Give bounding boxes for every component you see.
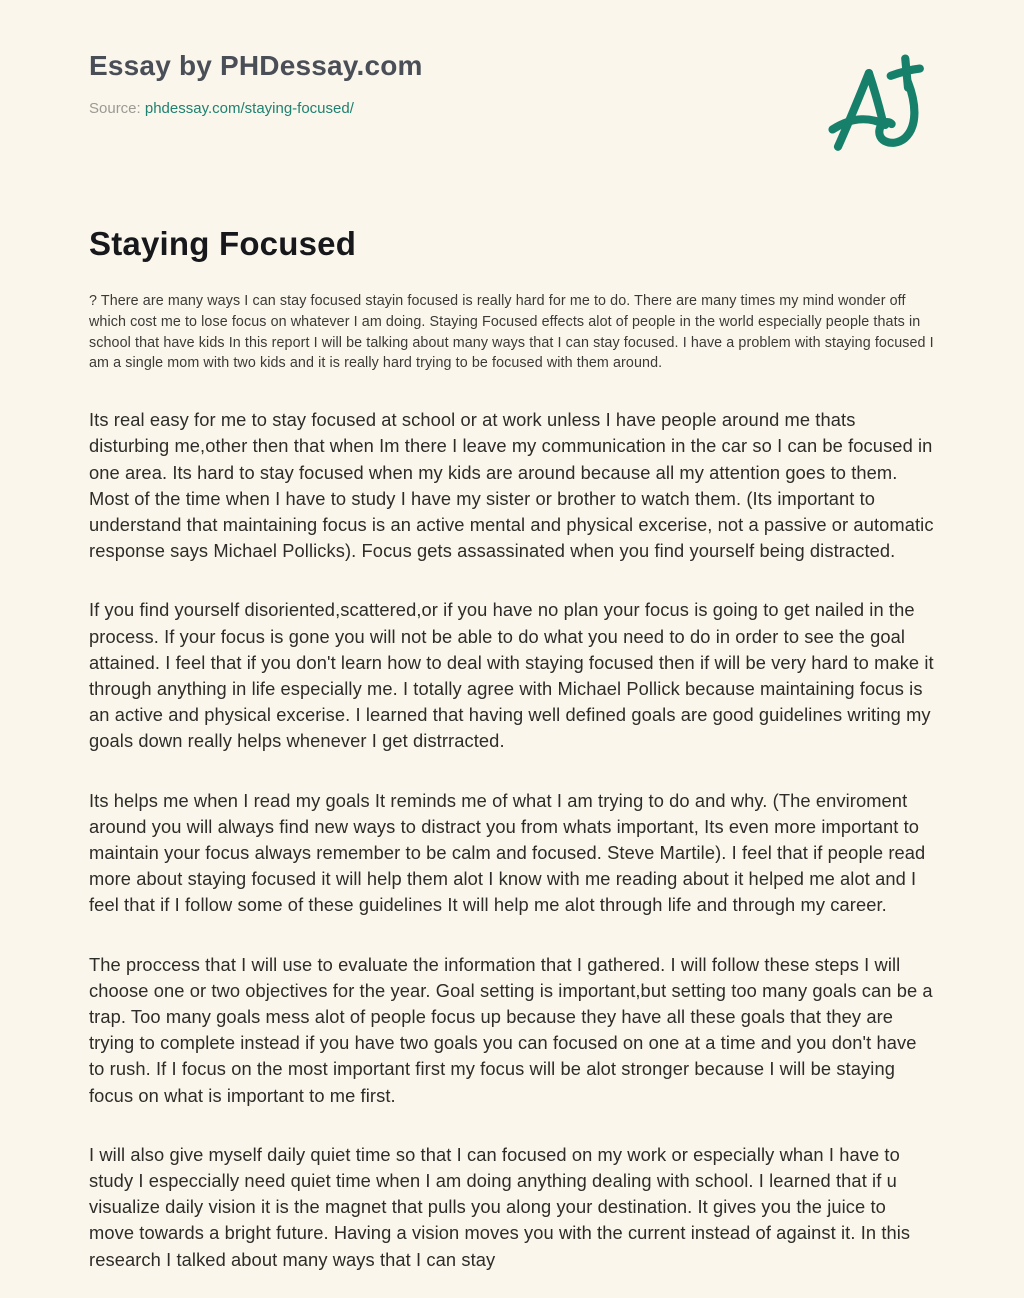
essay-intro-paragraph: ? There are many ways I can stay focused stayin focused is really hard for me to do. There are many times my mind wonder off which cost me to lose focus on whatever I am doing. Staying Focused effects alot of people in the world especially people thats in school that have kids In this report I will be talking about many ways that I can stay focused. I have a problem with staying focused I am a single mom with two kids and it is really hard trying to be focused with them around. [89, 293, 934, 372]
essay-paragraph: I will also give myself daily quiet time so that I can focused on my work or especially whan I have to study I especcially need quiet time when I am doing anything dealing with school. I learned that if u visualize daily vision it is the magnet that pulls you along your destination. It gives you the juice to move towards a bright future. Having a vision moves you with the current instead of against it. In this research I talked about many ways that I can stay [89, 1143, 911, 1270]
page-header [89, 44, 936, 165]
essay-paragraph: Its helps me when I read my goals It reminds me of what I am trying to do and why. (The enviroment around you will always find new ways to distract you from whats important, Its even more important to maintain your focus always remember to be calm and focused. Steve Martile). I feel that if people read more about staying focused it will help them alot I know with me reading about it helped me alot and I feel that if I follow some of these guidelines It will help me alot through life and through my career. [89, 789, 926, 916]
essay-paragraph: Its real easy for me to stay focused at school or at work unless I have people around me thats disturbing me,other then that when Im there I leave my communication in the car so I can be focused in one area. Its hard to stay focused when my kids are around because all my attention goes to them. Most of the time when I have to study I have my sister or brother to watch them. (Its important to understand that maintaining focus is an active mental and physical excerise, not a passive or automatic response says Michael Pollicks). Focus gets assassinated when you find yourself being distracted. [89, 409, 934, 562]
essay-title: Staying Focused [89, 225, 357, 262]
essay-body [89, 407, 936, 1273]
source-link[interactable]: phdessay.com/staying-focused/ [144, 100, 354, 117]
essay-paragraph: The proccess that I will use to evaluate the information that I gathered. I will follow these steps I will choose one or two objectives for the year. Goal setting is important,but setting too many goals can be a trap. Too many goals mess alot of people focus up because they have all these goals that they are trying to complete instead if you have two goals you can focused on one at a time and you don't have to rush. If I focus on the most important first my focus will be alot stronger because I will be staying focus on what is important to me first. [89, 953, 933, 1106]
source-label: Source: [89, 100, 141, 117]
header-text-block [89, 44, 423, 117]
a-plus-logo-icon [828, 48, 928, 165]
source-line [89, 100, 423, 117]
page-title: Essay by PHDessay.com [89, 50, 423, 81]
essay-paragraph: If you find yourself disoriented,scattered,or if you have no plan your focus is going to get nailed in the process. If your focus is gone you will not be able to do what you need to do in order to see the goal attained. I feel that if you don't learn how to deal with staying focused then if will be very hard to make it through anything in life especially me. I totally agree with Michael Pollick because maintaining focus is an active and physical excerise. I learned that having well defined goals are good guidelines writing my goals down really helps whenever I get distrracted. [89, 599, 934, 752]
